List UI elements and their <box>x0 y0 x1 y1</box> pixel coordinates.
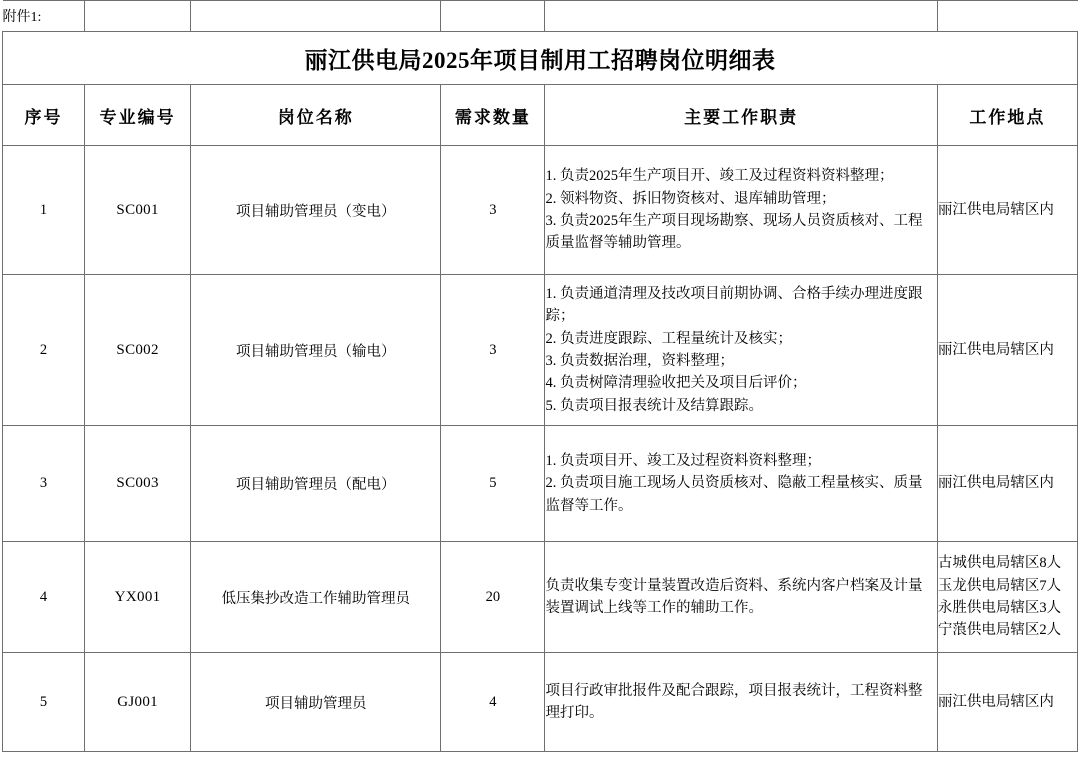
attachment-blank-6 <box>937 1 1077 32</box>
row-position: 项目辅助管理员（输电） <box>191 275 441 426</box>
attachment-blank-5 <box>545 1 937 32</box>
attachment-row <box>3 1 1078 32</box>
column-header-index: 序号 <box>3 85 85 146</box>
location-line: 丽江供电局辖区内 <box>937 201 1054 218</box>
row-position: 项目辅助管理员 <box>191 653 441 752</box>
table-row <box>3 542 1078 653</box>
table-row <box>3 653 1078 752</box>
row-quantity: 3 <box>441 275 545 426</box>
location-line: 丽江供电局辖区内 <box>937 693 1054 710</box>
row-code: SC003 <box>85 426 191 542</box>
row-location <box>937 542 1077 653</box>
table-row <box>3 146 1078 275</box>
attachment-blank-3 <box>191 1 441 32</box>
row-index: 3 <box>3 426 85 542</box>
location-line: 宁蒗供电局辖区2人 <box>937 622 1062 639</box>
location-line: 永胜供电局辖区3人 <box>937 600 1062 616</box>
row-quantity: 3 <box>441 146 545 275</box>
recruitment-table <box>2 0 1078 752</box>
row-duties <box>545 146 937 275</box>
column-header-code: 专业编号 <box>85 85 191 146</box>
row-duties <box>545 542 937 653</box>
duty-line: 1. 负责项目开、竣工及过程资料资料整理； <box>545 452 821 469</box>
row-index: 5 <box>3 653 85 752</box>
row-index: 1 <box>3 146 85 275</box>
row-position: 低压集抄改造工作辅助管理员 <box>191 542 441 653</box>
row-duties <box>545 653 937 752</box>
row-duties <box>545 426 937 542</box>
duty-line: 4. 负责树障清理验收把关及项目后评价； <box>545 375 807 392</box>
row-code: SC001 <box>85 146 191 275</box>
row-index: 4 <box>3 542 85 653</box>
location-line: 古城供电局辖区8人 <box>937 555 1062 572</box>
attachment-blank-2 <box>85 1 191 32</box>
page-title: 丽江供电局2025年项目制用工招聘岗位明细表 <box>304 47 776 73</box>
column-header-duties: 主要工作职责 <box>545 85 937 146</box>
row-position: 项目辅助管理员（配电） <box>191 426 441 542</box>
row-code: YX001 <box>85 542 191 653</box>
row-location <box>937 146 1077 275</box>
duty-line: 2. 负责项目施工现场人员资质核对、隐蔽工程量核实、质量监督等工作。 <box>545 475 923 514</box>
location-line: 丽江供电局辖区内 <box>937 475 1054 492</box>
duty-line: 5. 负责项目报表统计及结算跟踪。 <box>545 397 763 414</box>
duty-line: 负责收集专变计量装置改造后资料、系统内客户档案及计量装置调试上线等工作的辅助工作。 <box>545 577 923 616</box>
duty-line: 2. 领料物资、拆旧物资核对、退库辅助管理； <box>545 190 836 207</box>
row-index: 2 <box>3 275 85 426</box>
attachment-blank-4 <box>441 1 545 32</box>
location-line: 玉龙供电局辖区7人 <box>937 577 1062 594</box>
duty-line: 1. 负责2025年生产项目开、竣工及过程资料资料整理； <box>545 168 894 185</box>
duty-line: 3. 负责2025年生产项目现场勘察、现场人员资质核对、工程质量监督等辅助管理。 <box>545 213 923 252</box>
column-header-quantity: 需求数量 <box>441 85 545 146</box>
document-title-cell <box>3 32 1078 85</box>
row-location <box>937 275 1077 426</box>
row-code: GJ001 <box>85 653 191 752</box>
row-location <box>937 426 1077 542</box>
row-location <box>937 653 1077 752</box>
attachment-label: 附件1: <box>3 1 85 32</box>
duty-line: 1. 负责通道清理及技改项目前期协调、合格手续办理进度跟踪； <box>545 285 923 325</box>
row-duties <box>545 275 937 426</box>
row-position: 项目辅助管理员（变电） <box>191 146 441 275</box>
duty-line: 3. 负责数据治理，资料整理； <box>545 353 734 369</box>
duty-line: 2. 负责进度跟踪、工程量统计及核实； <box>545 330 792 347</box>
table-row <box>3 426 1078 542</box>
column-header-position: 岗位名称 <box>191 85 441 146</box>
row-quantity: 20 <box>441 542 545 653</box>
table-header-row <box>3 85 1078 146</box>
row-code: SC002 <box>85 275 191 426</box>
location-line: 丽江供电局辖区内 <box>937 341 1054 358</box>
row-quantity: 5 <box>441 426 545 542</box>
row-quantity: 4 <box>441 653 545 752</box>
column-header-location: 工作地点 <box>937 85 1077 146</box>
title-row <box>3 32 1078 85</box>
table-row <box>3 275 1078 426</box>
duty-line: 项目行政审批报件及配合跟踪，项目报表统计，工程资料整理打印。 <box>545 682 923 721</box>
